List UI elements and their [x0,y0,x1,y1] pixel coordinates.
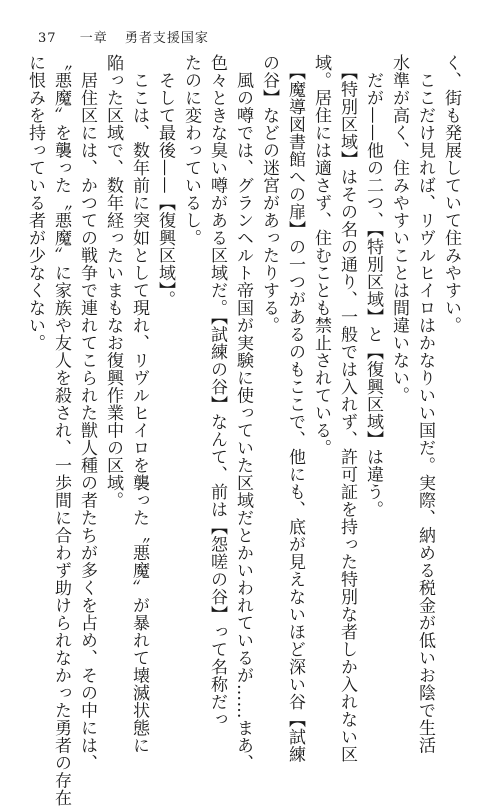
text-line: たのに変わっているし。 [181,54,201,247]
text-line: 色々ときな臭い噂がある区域だ。【試練の谷】なんて、前は【怨嗟の谷】って名称だっ [207,54,227,728]
vertical-body-text [25,54,464,807]
text-line: ここは、数年前に突如として現れ、リヴルヒイロを襲った〝悪魔〟が暴れて壊滅状態に [129,54,149,754]
text-line: 水準が高く、住みやすいことは間違いない。 [389,54,409,404]
text-line: 風の噂では、グランヘルト帝国が実験に使っていた区域だとかいわれているが……まあ、 [233,54,253,772]
page-number: 37 [38,31,57,46]
text-line: 陥った区域で、数年経ったいまもなお復興作業中の区域。 [103,54,123,509]
text-line: に恨みを持っている者が少なくない。 [25,54,45,352]
page-header [38,27,460,46]
text-line: そして最後——【復興区域】。 [155,54,175,308]
chapter-label: 一章 [79,31,108,46]
text-line: 【魔導図書館への扉】の一つがあるのもここで、他にも、底が見えないほど深い谷【試練 [285,54,305,763]
text-line: 居住区には、かつての戦争で連れてこられた獣人種の者たちが多くを占め、その中には、 [77,54,97,772]
text-line-body: の谷】などの迷宮があったりする。 [259,54,279,334]
text-line: ここだけ見れば、リヴルヒイロはかなりいい国だ。実際、納める税金が低いお陰で生活 [415,54,435,754]
text-line: 【特別区域】はその名の通り、一般では入れず、許可証を持った特別な者しか入れない区 [337,54,357,763]
book-title: 勇者支援国家 [124,31,209,46]
text-line: く、街も発展していて住みやすい。 [441,54,461,334]
text-line: 域。居住には適さず、住むことも禁止されている。 [311,54,331,457]
text-line: だが——他の二つ、【特別区域】と【復興区域】は違う。 [363,54,383,518]
text-line [256,54,282,682]
text-line: 〝悪魔〟を襲った〝悪魔〟に家族や友人を殺され、一歩間に合わず助けられなかった勇者の存在 [51,54,71,807]
